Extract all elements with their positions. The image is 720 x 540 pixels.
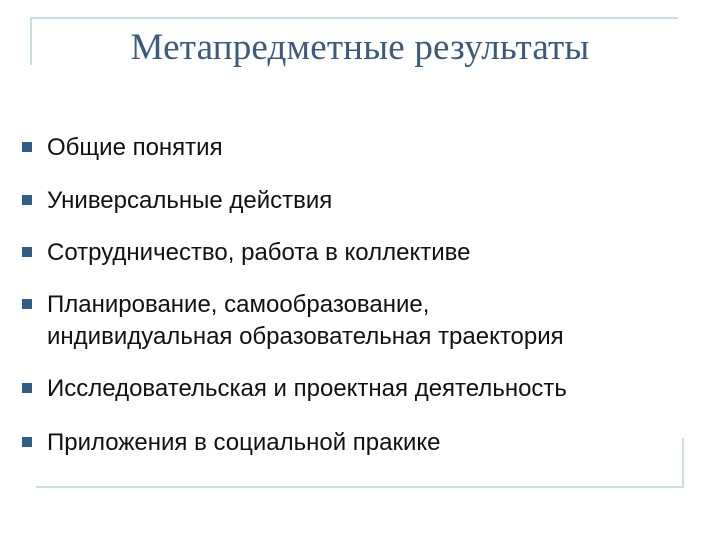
bullet-text: Планирование, самообразование, <box>47 291 430 318</box>
square-bullet-icon <box>22 195 32 205</box>
content-frame-bottom-line <box>36 486 684 488</box>
square-bullet-icon <box>22 247 32 257</box>
bullet-text: Универсальные действия <box>47 187 333 214</box>
square-bullet-icon <box>22 383 32 393</box>
bullet-text-continuation: индивидуальная образовательная траектория <box>47 323 564 350</box>
content-frame-right-line <box>682 438 684 488</box>
bullet-text: Исследовательская и проектная деятельность <box>47 375 567 402</box>
bullet-text: Общие понятия <box>47 134 223 161</box>
slide-title: Метапредметные результаты <box>130 27 590 68</box>
title-frame-top-line <box>30 17 678 19</box>
square-bullet-icon <box>22 142 32 152</box>
bullet-text: Сотрудничество, работа в коллективе <box>47 239 471 266</box>
bullet-text: Приложения в социальной пракике <box>47 429 441 456</box>
square-bullet-icon <box>22 437 32 447</box>
square-bullet-icon <box>22 299 32 309</box>
